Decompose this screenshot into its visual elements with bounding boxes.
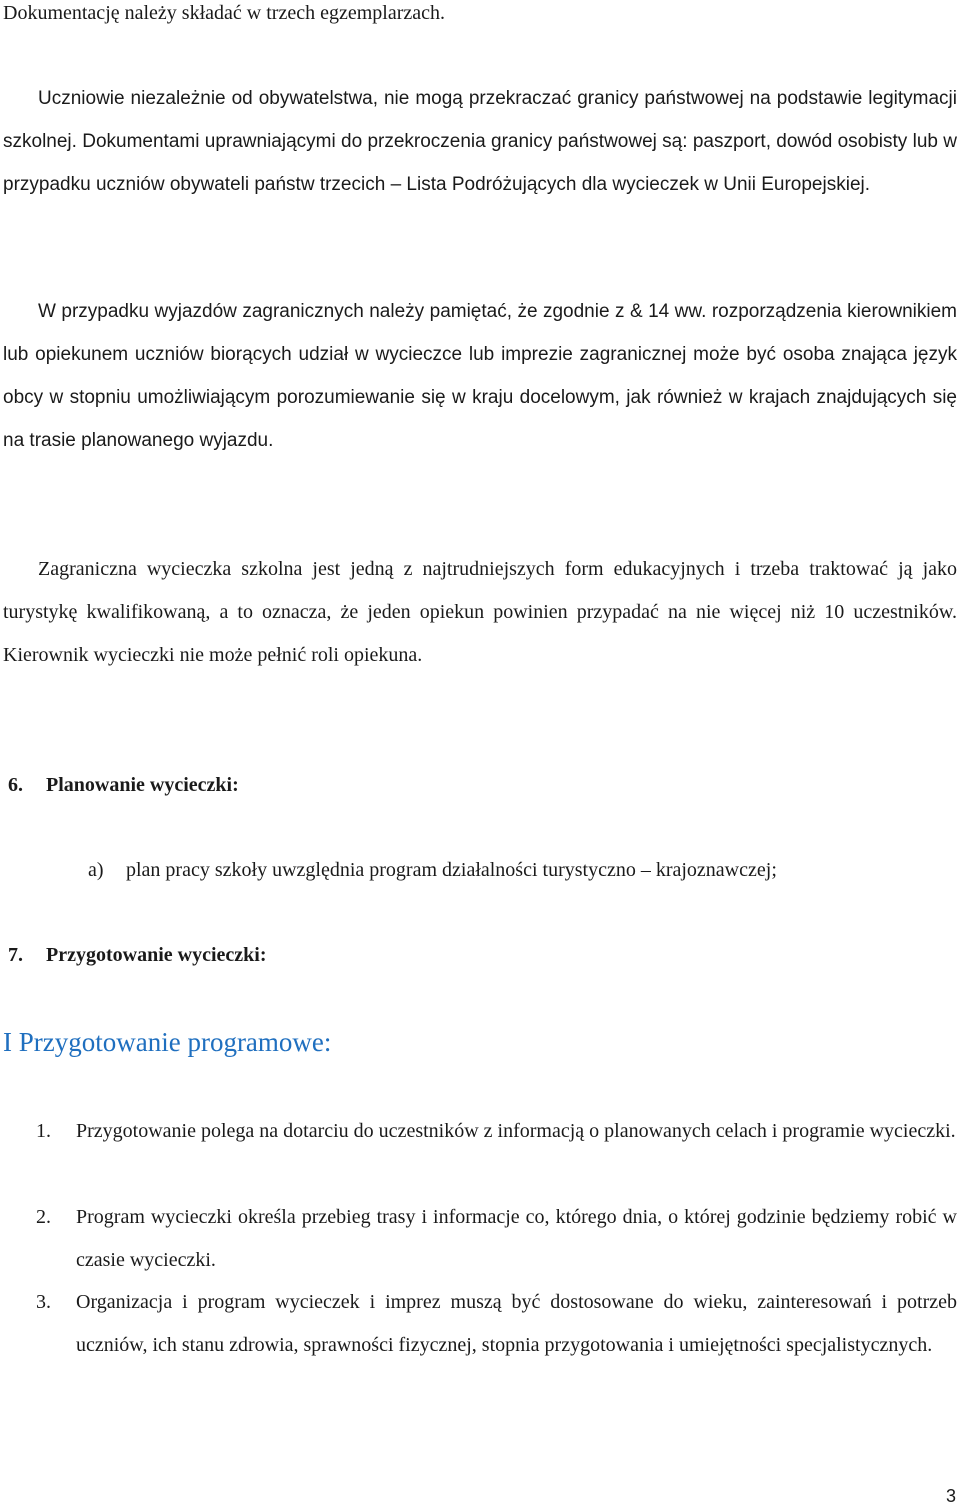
section-title: Planowanie wycieczki: bbox=[46, 774, 239, 796]
section-title: Przygotowanie wycieczki: bbox=[46, 944, 267, 966]
list-item bbox=[36, 1110, 957, 1153]
planning-item-a bbox=[88, 855, 777, 885]
paragraph-documentation: Dokumentację należy składać w trzech egzemplarzach. bbox=[3, 2, 445, 24]
list-item-text: Organizacja i program wycieczek i imprez muszą być dostosowane do wieku, zainteresowań i potrzeb uczniów, ich stanu zdrowia, sprawności fizycznej, stopnia przygotowania i umiejętności specjalistycznych. bbox=[76, 1291, 957, 1356]
section-number: 7. bbox=[8, 944, 23, 966]
list-item-text: Program wycieczki określa przebieg trasy i informacje co, którego dnia, o której godzinie będziemy robić w czasie wycieczki. bbox=[76, 1206, 957, 1271]
list-item-number: 3. bbox=[36, 1291, 51, 1313]
paragraph-foreign-trips: W przypadku wyjazdów zagranicznych należy pamiętać, że zgodnie z & 14 ww. rozporządzenia kierownikiem lub opiekunem uczniów biorących udział w wycieczce lub imprezie zagranicznej może być osoba znająca język obcy w stopniu umożliwiającym porozumiewanie się w kraju docelowym, jak również w krajach znajdujących się na trasie planowanego wyjazdu. bbox=[3, 301, 957, 451]
list-item bbox=[36, 1196, 957, 1282]
list-item bbox=[36, 1281, 957, 1367]
section-heading-preparation bbox=[8, 940, 266, 970]
paragraph-foreign-excursion: Zagraniczna wycieczka szkolna jest jedną z najtrudniejszych form edukacyjnych i trzeba traktować ją jako turystykę kwalifikowaną, a to oznacza, że jeden opiekun powinien przypadać na nie więcej niż 10 uczestników. Kierownik wycieczki nie może pełnić roli opiekuna. bbox=[3, 558, 957, 666]
list-item-number: 1. bbox=[36, 1120, 51, 1142]
item-label: a) bbox=[88, 859, 104, 881]
list-item-number: 2. bbox=[36, 1206, 51, 1228]
paragraph-border-crossing: Uczniowie niezależnie od obywatelstwa, nie mogą przekraczać granicy państwowej na podstawie legitymacji szkolnej. Dokumentami uprawniającymi do przekroczenia granicy państwowej są: paszport, dowód osobisty lub w przypadku uczniów obywateli państw trzecich – Lista Podróżujących dla wycieczek w Unii Europejskiej. bbox=[3, 88, 957, 195]
section-number: 6. bbox=[8, 774, 23, 796]
list-item-text: Przygotowanie polega na dotarciu do uczestników z informacją o planowanych celach i programie wycieczki. bbox=[76, 1120, 956, 1142]
subheading-program-preparation: I Przygotowanie programowe: bbox=[3, 1027, 332, 1057]
section-heading-planning bbox=[8, 770, 239, 800]
item-text: plan pracy szkoły uwzględnia program działalności turystyczno – krajoznawczej; bbox=[126, 859, 777, 881]
page-number: 3 bbox=[945, 1486, 956, 1506]
